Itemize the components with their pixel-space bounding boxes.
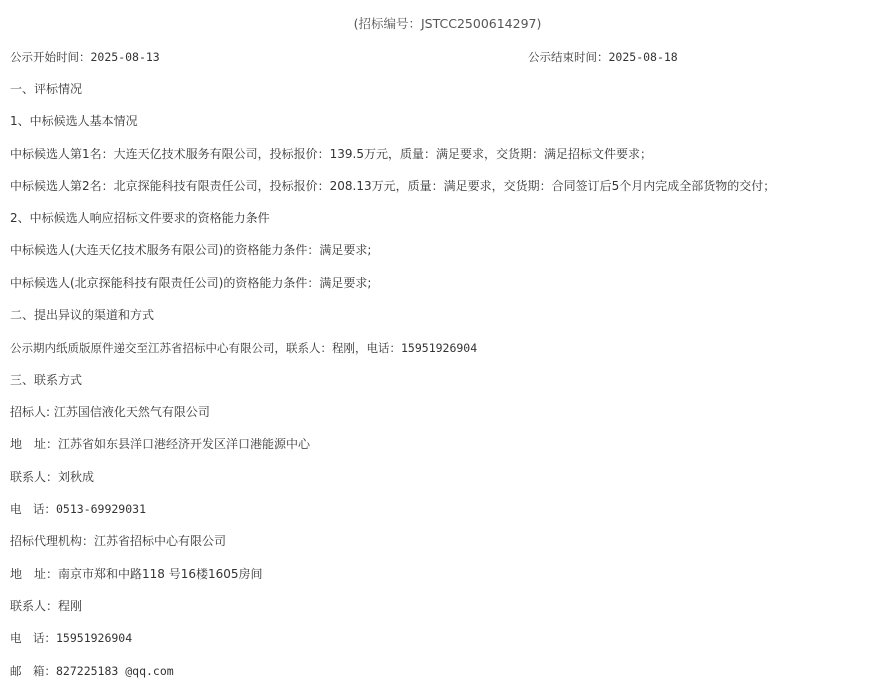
tenderer-address: 地 址：江苏省如东县洋口港经济开发区洋口港能源中心 xyxy=(10,437,311,451)
tenderer-contact: 联系人：刘秋成 xyxy=(10,470,95,484)
objection-channel-text: 公示期内纸质版原件递交至江苏省招标中心有限公司，联系人：程刚，电话：15951926904 xyxy=(10,341,478,355)
section-heading-contact: 三、联系方式 xyxy=(10,373,83,387)
publicity-dates xyxy=(10,48,890,66)
bid-number: (招标编号：JSTCC2500614297) xyxy=(353,16,542,31)
agency-name: 招标代理机构：江苏省招标中心有限公司 xyxy=(10,534,227,548)
candidate-rank-2: 中标候选人第2名：北京探能科技有限责任公司，投标报价：208.13万元，质量：满足要求，交货期：合同签订后5个月内完成全部货物的交付； xyxy=(10,179,776,193)
publicity-end-date: 公示结束时间：2025-08-18 xyxy=(528,50,678,64)
subheading-candidate-info: 1、中标候选人基本情况 xyxy=(10,114,138,128)
agency-phone: 电 话：15951926904 xyxy=(10,631,133,645)
publicity-start-date: 公示开始时间：2025-08-13 xyxy=(10,50,160,64)
agency-address: 地 址：南京市郑和中路118 号16楼1605房间 xyxy=(10,567,263,581)
tenderer-name: 招标人: 江苏国信液化天然气有限公司 xyxy=(10,405,210,419)
subheading-qualification: 2、中标候选人响应招标文件要求的资格能力条件 xyxy=(10,211,270,225)
agency-contact: 联系人：程刚 xyxy=(10,599,83,613)
section-heading-objection: 二、提出异议的渠道和方式 xyxy=(10,308,155,322)
section-heading-evaluation: 一、评标情况 xyxy=(10,82,83,96)
agency-email: 邮 箱：827225183 @qq.com xyxy=(10,664,174,678)
qualification-candidate-1: 中标候选人(大连天亿技术服务有限公司)的资格能力条件：满足要求; xyxy=(10,243,372,257)
tenderer-phone: 电 话：0513-69929031 xyxy=(10,502,147,516)
candidate-rank-1: 中标候选人第1名：大连天亿技术服务有限公司，投标报价：139.5万元，质量：满足要求，交货期：满足招标文件要求； xyxy=(10,147,652,161)
qualification-candidate-2: 中标候选人(北京探能科技有限责任公司)的资格能力条件：满足要求; xyxy=(10,276,372,290)
